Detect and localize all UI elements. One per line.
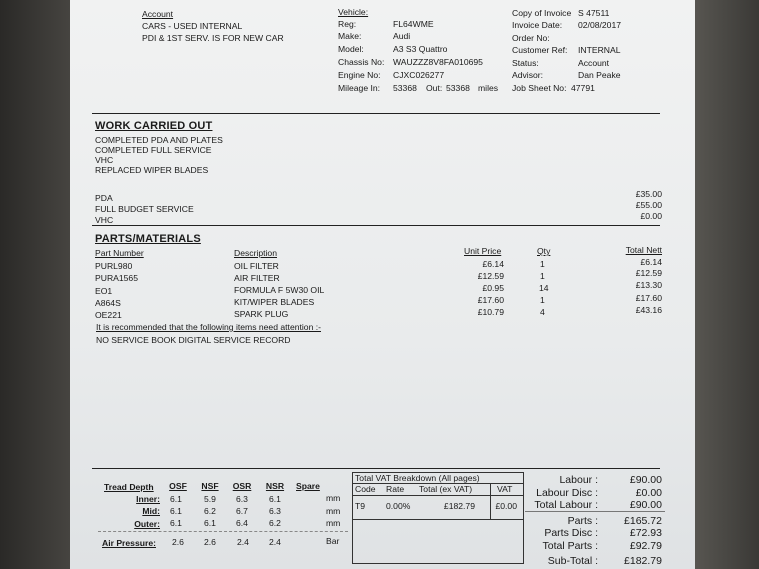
model-label: Model:	[338, 44, 364, 54]
vat-col-divider	[490, 483, 491, 519]
tread-value: 6.1	[269, 494, 281, 504]
mileage-unit: miles	[478, 83, 499, 93]
part-qty: 1	[540, 271, 545, 281]
status-value: Account	[578, 58, 610, 68]
col-unit-price: Unit Price	[464, 246, 502, 256]
part-qty: 14	[539, 283, 549, 293]
recommendation-note: It is recommended that the following items need attention :-	[96, 322, 321, 332]
total-label: Total Labour :	[534, 499, 598, 511]
total-value: £165.72	[624, 515, 662, 527]
tread-col-nsr: NSR	[265, 481, 285, 491]
part-number: PURL980	[95, 261, 133, 271]
vat-breakdown-box	[352, 472, 524, 564]
total-label: Labour Disc :	[536, 487, 598, 499]
total-label: Parts :	[567, 515, 598, 527]
total-label: Parts Disc :	[544, 527, 598, 539]
parts-title: PARTS/MATERIALS	[95, 233, 201, 245]
tread-col-osf: OSF	[169, 481, 187, 491]
part-number: A864S	[95, 298, 121, 308]
tread-value: 6.4	[236, 518, 248, 528]
vat-code: T9	[355, 501, 366, 511]
col-total-nett: Total Nett	[625, 245, 662, 255]
vat-title: Total VAT Breakdown (All pages)	[355, 473, 480, 483]
part-unit-price: £17.60	[477, 295, 504, 305]
tread-row-label: Mid:	[142, 506, 160, 516]
charge-item: PDA	[95, 193, 113, 203]
engine-value: CJXC026277	[393, 70, 445, 80]
total-value: £90.00	[629, 499, 662, 511]
job-sheet-value: 47791	[571, 83, 595, 93]
air-pressure-unit: Bar	[326, 536, 340, 546]
vat-header-line	[353, 495, 523, 496]
make-value: Audi	[393, 31, 411, 41]
tread-col-spare: Spare	[296, 481, 320, 491]
invoice-page	[70, 0, 695, 569]
account-line-2: PDI & 1ST SERV. IS FOR NEW CAR	[142, 33, 284, 43]
vat-col-vat: VAT	[497, 484, 513, 494]
totals-divider	[525, 511, 665, 512]
work-divider	[92, 225, 660, 226]
vehicle-label: Vehicle:	[338, 7, 369, 17]
part-total: £43.16	[635, 305, 662, 315]
work-line: COMPLETED PDA AND PLATES	[95, 135, 223, 145]
tread-value: 6.2	[204, 506, 216, 516]
air-pressure-value: 2.6	[204, 537, 216, 547]
charge-item: FULL BUDGET SERVICE	[95, 204, 194, 214]
vat-col-code: Code	[355, 484, 376, 494]
reg-value: FL64WME	[393, 19, 434, 29]
tread-row-label: Outer:	[134, 519, 160, 529]
part-unit-price: £10.79	[477, 307, 504, 317]
col-part-number: Part Number	[95, 248, 144, 258]
work-line: REPLACED WIPER BLADES	[95, 165, 209, 175]
part-description: OIL FILTER	[234, 261, 279, 271]
mileage-in: 53368	[393, 83, 417, 93]
part-number: EO1	[95, 286, 113, 296]
part-total: £12.59	[635, 268, 662, 278]
air-pressure-value: 2.4	[269, 537, 281, 547]
col-description: Description	[234, 248, 277, 258]
total-value: £90.00	[629, 474, 662, 486]
charge-amount: £35.00	[635, 189, 662, 199]
vat-total: £182.79	[443, 501, 475, 511]
part-unit-price: £6.14	[482, 259, 504, 269]
air-pressure-label: Air Pressure:	[102, 538, 156, 548]
air-pressure-value: 2.4	[237, 537, 249, 547]
part-total: £17.60	[635, 293, 662, 303]
tread-value: 6.3	[236, 494, 248, 504]
mileage-out-label: Out:	[426, 83, 443, 93]
tread-value: 5.9	[204, 494, 216, 504]
invoice-date: 02/08/2017	[578, 20, 622, 30]
total-value: £0.00	[635, 487, 662, 499]
part-total: £13.30	[635, 280, 662, 290]
tread-col-osr: OSR	[232, 481, 252, 491]
total-value: £92.79	[629, 540, 662, 552]
account-line-1: CARS - USED INTERNAL	[142, 21, 243, 31]
background-right	[689, 0, 759, 569]
tread-row-label: Inner:	[136, 494, 160, 504]
engine-label: Engine No:	[338, 70, 381, 80]
part-description: FORMULA F 5W30 OIL	[234, 285, 325, 295]
part-total: £6.14	[640, 257, 662, 267]
part-qty: 1	[540, 259, 545, 269]
work-line: COMPLETED FULL SERVICE	[95, 145, 212, 155]
part-qty: 4	[540, 307, 545, 317]
chassis-label: Chassis No:	[338, 57, 385, 67]
customer-ref: INTERNAL	[578, 45, 621, 55]
mileage-label: Mileage In:	[338, 83, 381, 93]
advisor-value: Dan Peake	[578, 70, 621, 80]
invoice-date-label: Invoice Date:	[512, 20, 563, 30]
status-label: Status:	[512, 58, 539, 68]
vat-col-total: Total (ex VAT)	[419, 484, 473, 494]
work-title: WORK CARRIED OUT	[95, 120, 213, 132]
model-value: A3 S3 Quattro	[393, 44, 448, 54]
total-label: Sub-Total :	[547, 555, 598, 567]
charge-amount: £0.00	[640, 211, 662, 221]
tread-value: 6.1	[170, 518, 182, 528]
part-qty: 1	[540, 295, 545, 305]
part-unit-price: £0.95	[482, 283, 504, 293]
tread-unit: mm	[326, 518, 341, 528]
tread-value: 6.2	[269, 518, 281, 528]
tread-value: 6.1	[170, 506, 182, 516]
total-value: £182.79	[624, 555, 662, 567]
background-left	[0, 0, 80, 569]
tread-unit: mm	[326, 493, 341, 503]
tread-divider	[98, 531, 348, 532]
part-number: OE221	[95, 310, 122, 320]
part-description: KIT/WIPER BLADES	[234, 297, 315, 307]
total-label: Total Parts :	[542, 540, 598, 552]
tread-value: 6.7	[236, 506, 248, 516]
vat-col-rate: Rate	[386, 484, 405, 494]
total-value: £72.93	[629, 527, 662, 539]
charge-item: VHC	[95, 215, 114, 225]
charge-amount: £55.00	[635, 200, 662, 210]
vat-amount: £0.00	[495, 501, 517, 511]
vat-row-line	[353, 519, 523, 520]
tread-value: 6.1	[170, 494, 182, 504]
col-qty: Qty	[537, 246, 551, 256]
work-line: VHC	[95, 155, 114, 165]
copy-label: Copy of Invoice	[512, 8, 572, 18]
advisor-label: Advisor:	[512, 70, 544, 80]
tread-value: 6.1	[204, 518, 216, 528]
part-description: AIR FILTER	[234, 273, 280, 283]
chassis-value: WAUZZZ8V8FA010695	[393, 57, 483, 67]
customer-ref-label: Customer Ref:	[512, 45, 568, 55]
part-unit-price: £12.59	[477, 271, 504, 281]
invoice-number: S 47511	[578, 8, 610, 18]
vat-rate: 0.00%	[386, 501, 411, 511]
mileage-out: 53368	[446, 83, 470, 93]
total-label: Labour :	[559, 474, 598, 486]
job-sheet-label: Job Sheet No:	[512, 83, 567, 93]
tread-col-nsf: NSF	[201, 481, 219, 491]
air-pressure-value: 2.6	[172, 537, 184, 547]
part-number: PURA1565	[95, 273, 138, 283]
make-label: Make:	[338, 31, 362, 41]
footer-divider	[92, 468, 660, 469]
recommendation-item: NO SERVICE BOOK DIGITAL SERVICE RECORD	[96, 335, 291, 345]
order-label: Order No:	[512, 33, 550, 43]
part-description: SPARK PLUG	[234, 309, 289, 319]
reg-label: Reg:	[338, 19, 357, 29]
tread-title: Tread Depth	[104, 482, 154, 492]
tread-value: 6.3	[269, 506, 281, 516]
header-divider	[92, 113, 660, 114]
account-label: Account	[142, 9, 174, 19]
tread-unit: mm	[326, 506, 341, 516]
